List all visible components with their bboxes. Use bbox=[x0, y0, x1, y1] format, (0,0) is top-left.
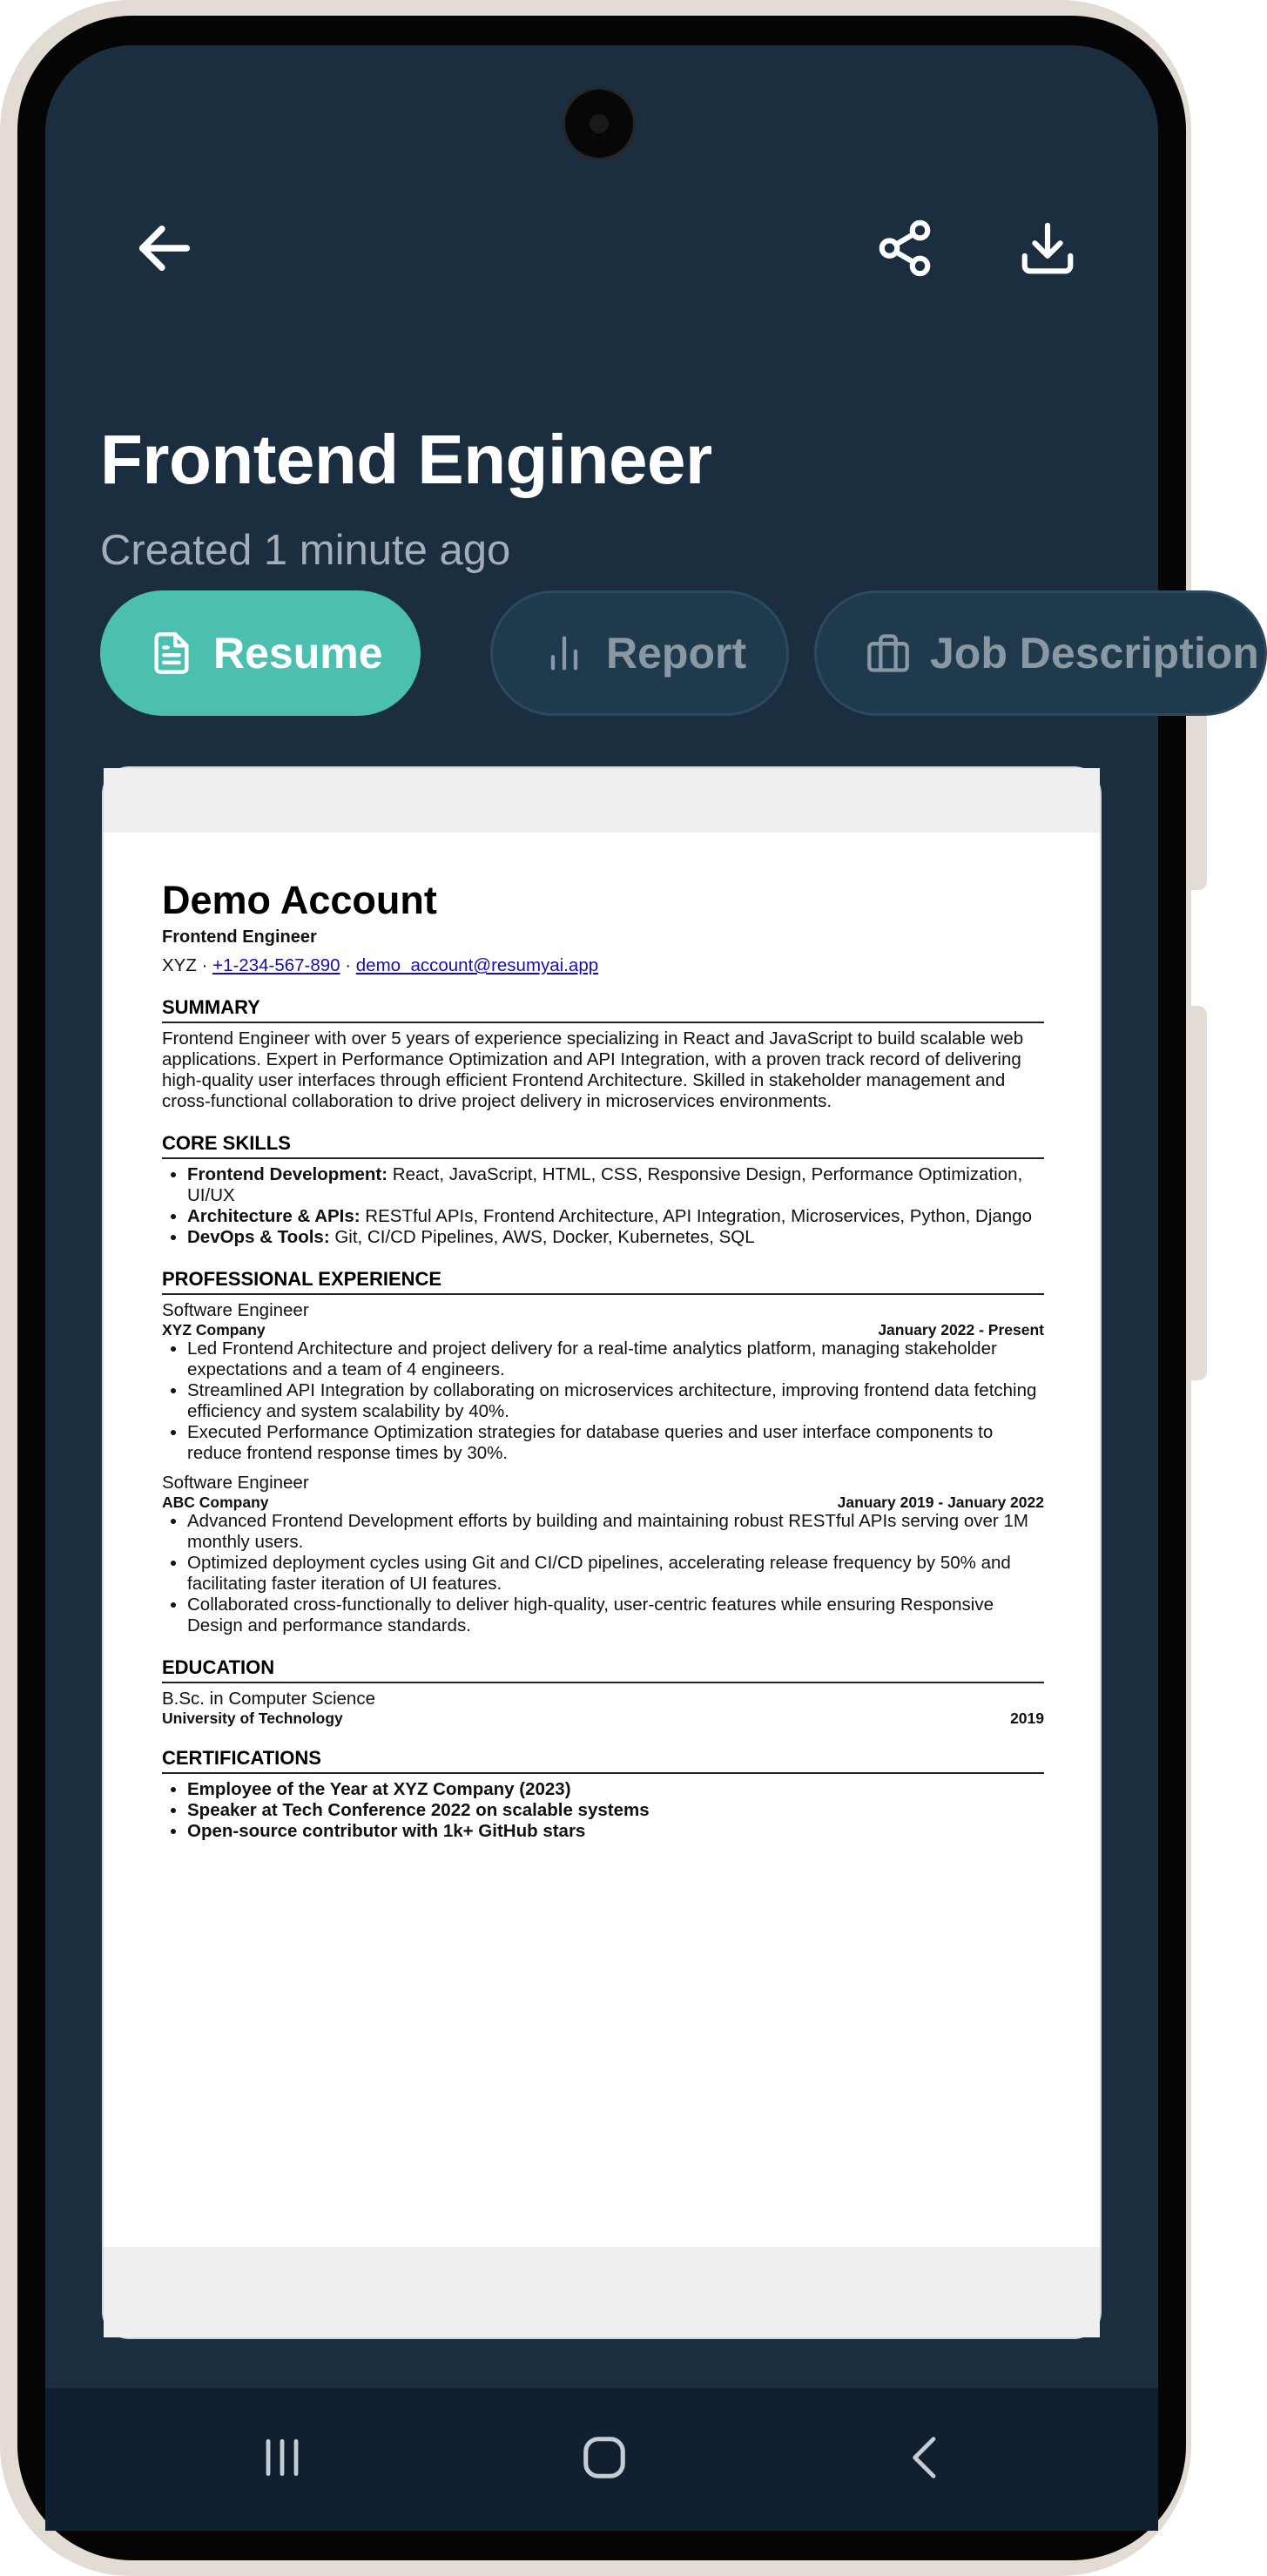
skills-heading: CORE SKILLS bbox=[162, 1133, 1044, 1159]
resume-role: Frontend Engineer bbox=[162, 927, 317, 947]
skills-list bbox=[162, 1164, 1044, 1248]
job-bullet: • Executed Performance Optimization strategies for database queries and user interface components to reduce frontend response times by 30%. bbox=[187, 1422, 1044, 1464]
job-bullets bbox=[162, 1339, 1044, 1464]
recent-apps-icon bbox=[254, 2430, 310, 2485]
job-dates: January 2022 - Present bbox=[878, 1321, 1044, 1339]
education-year: 2019 bbox=[1010, 1709, 1044, 1727]
contact-phone-link[interactable]: +1-234-567-890 bbox=[212, 955, 340, 975]
job-title: Software Engineer bbox=[162, 1473, 309, 1493]
nav-back-button[interactable] bbox=[883, 2414, 970, 2501]
experience-heading: PROFESSIONAL EXPERIENCE bbox=[162, 1269, 1044, 1295]
job-bullet: • Collaborated cross-functionally to deliver high-quality, user-centric features while ensuring Responsive Design and performance standards. bbox=[187, 1595, 1044, 1636]
job-company: ABC Company bbox=[162, 1494, 269, 1511]
download-icon bbox=[1017, 218, 1078, 279]
nav-back-icon bbox=[899, 2430, 954, 2485]
contact-location: XYZ bbox=[162, 955, 197, 975]
certification-item: • Speaker at Tech Conference 2022 on scalable systems bbox=[187, 1800, 1044, 1821]
job-meta bbox=[162, 1321, 1044, 1339]
tab-report-label: Report bbox=[606, 629, 747, 678]
education-meta bbox=[162, 1709, 1044, 1727]
front-camera bbox=[563, 87, 636, 160]
job-bullet: • Advanced Frontend Development efforts by building and maintaining robust RESTful APIs serving over 1M monthly users. bbox=[187, 1511, 1044, 1553]
resume-name: Demo Account bbox=[162, 878, 437, 922]
tab-resume[interactable] bbox=[100, 590, 421, 716]
home-icon bbox=[575, 2428, 634, 2487]
briefcase-icon bbox=[866, 631, 911, 676]
job-bullet: • Optimized deployment cycles using Git and CI/CD pipelines, accelerating release frequency by 50% and facilitating faster iteration of UI features. bbox=[187, 1553, 1044, 1595]
education-heading: EDUCATION bbox=[162, 1657, 1044, 1683]
skill-item: • DevOps & Tools: Git, CI/CD Pipelines, AWS, Docker, Kubernetes, SQL bbox=[187, 1227, 1044, 1248]
share-button[interactable] bbox=[857, 200, 953, 296]
education-degree: B.Sc. in Computer Science bbox=[162, 1689, 375, 1709]
tab-job-description[interactable] bbox=[814, 590, 1267, 716]
back-button[interactable] bbox=[117, 200, 212, 296]
preview-top-margin bbox=[104, 768, 1100, 833]
job-company: XYZ Company bbox=[162, 1321, 266, 1339]
created-timestamp: Created 1 minute ago bbox=[100, 527, 511, 574]
job-bullet: • Led Frontend Architecture and project delivery for a real-time analytics platform, managing stakeholder expectations and a team of 4 engineers. bbox=[187, 1339, 1044, 1380]
system-navigation-bar bbox=[45, 2388, 1158, 2531]
skill-item: • Frontend Development: React, JavaScript, HTML, CSS, Responsive Design, Performance Optimization, UI/UX bbox=[187, 1164, 1044, 1206]
preview-bottom-margin bbox=[104, 2247, 1100, 2337]
tab-bar bbox=[100, 590, 1259, 719]
certifications-heading: CERTIFICATIONS bbox=[162, 1748, 1044, 1774]
app-screen bbox=[45, 45, 1259, 2531]
resume-preview-card[interactable] bbox=[102, 766, 1102, 2339]
summary-text: Frontend Engineer with over 5 years of experience specializing in React and JavaScript to build scalable web applications. Expert in Performance Optimization and API Integration, with a proven track record of delivering high-quality user interfaces through efficient Frontend Architecture. Skilled in stakeholder management and cross-functional collaboration to drive project delivery in microservices environments. bbox=[162, 1028, 1024, 1111]
certification-item: • Employee of the Year at XYZ Company (2023) bbox=[187, 1779, 1044, 1800]
tab-resume-label: Resume bbox=[213, 629, 383, 678]
certification-item: • Open-source contributor with 1k+ GitHub stars bbox=[187, 1821, 1044, 1842]
job-bullet: • Streamlined API Integration by collaborating on microservices architecture, improving frontend data fetching efficiency and system scalability by 40%. bbox=[187, 1380, 1044, 1422]
resume-document bbox=[162, 878, 1044, 1842]
share-icon bbox=[874, 218, 935, 279]
document-icon bbox=[149, 631, 194, 676]
page-title: Frontend Engineer bbox=[100, 421, 712, 498]
job-meta bbox=[162, 1494, 1044, 1511]
job-title: Software Engineer bbox=[162, 1300, 309, 1320]
tab-job-description-label: Job Description bbox=[930, 629, 1259, 678]
back-arrow-icon bbox=[131, 215, 198, 281]
job-bullets bbox=[162, 1511, 1044, 1636]
education-school: University of Technology bbox=[162, 1709, 343, 1727]
certifications-list bbox=[162, 1779, 1044, 1842]
resume-contact-line: XYZ · +1-234-567-890 · demo_account@resumyai.app bbox=[162, 955, 599, 975]
summary-heading: SUMMARY bbox=[162, 997, 1044, 1023]
contact-email-link[interactable]: demo_account@resumyai.app bbox=[355, 955, 599, 975]
job-entry bbox=[162, 1473, 1044, 1636]
job-dates: January 2019 - January 2022 bbox=[837, 1494, 1044, 1511]
job-entry bbox=[162, 1300, 1044, 1464]
home-button[interactable] bbox=[561, 2414, 648, 2501]
recent-apps-button[interactable] bbox=[239, 2414, 326, 2501]
skill-item: • Architecture & APIs: RESTful APIs, Frontend Architecture, API Integration, Microservices, Python, Django bbox=[187, 1206, 1044, 1227]
tab-report[interactable] bbox=[490, 590, 789, 716]
side-button-lower bbox=[1189, 1006, 1207, 1380]
bar-chart-icon bbox=[542, 631, 587, 676]
side-button-upper bbox=[1189, 688, 1207, 890]
download-button[interactable] bbox=[1000, 200, 1095, 296]
